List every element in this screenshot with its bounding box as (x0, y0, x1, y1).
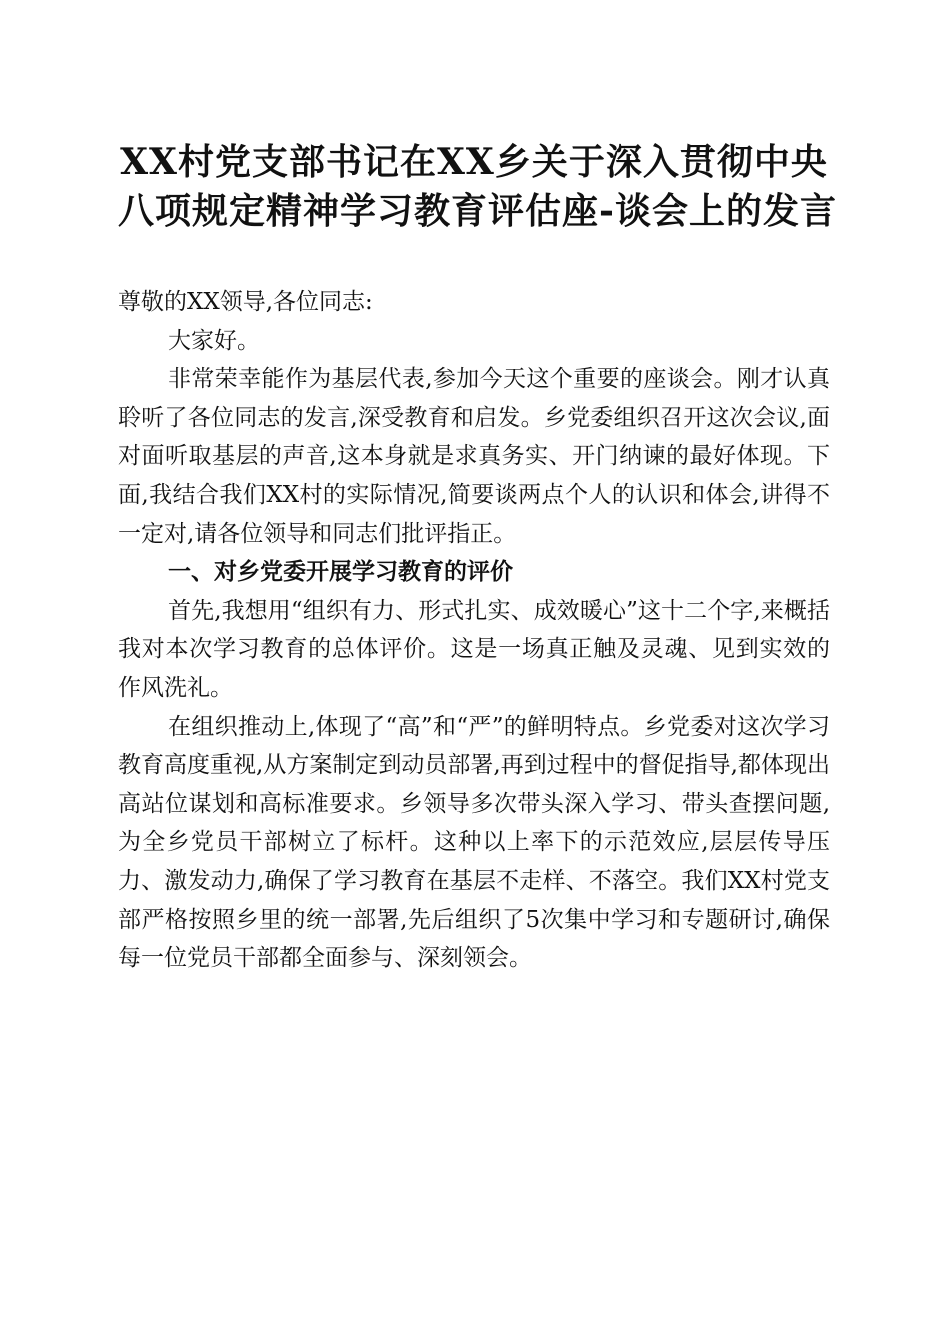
document-body (118, 283, 830, 978)
paragraph-intro: 非常荣幸能作为基层代表,参加今天这个重要的座谈会。刚才认真聆听了各位同志的发言,深受教育和启发。乡党委组织召开这次会议,面对面听取基层的声音,这本身就是求真务实、开门纳谏的最好体现。下面,我结合我们XX村的实际情况,简要谈两点个人的认识和体会,讲得不一定对,请各位领导和同志们批评指正。 (118, 366, 830, 547)
document-title (118, 138, 837, 236)
paragraph-organization: 在组织推动上,体现了“高”和“严”的鲜明特点。乡党委对这次学习教育高度重视,从方案制定到动员部署,再到过程中的督促指导,都体现出高站位谋划和高标准要求。乡领导多次带头深入学习、带头查摆问题,为全乡党员干部树立了标杆。这种以上率下的示范效应,层层传导压力、激发动力,确保了学习教育在基层不走样、不落空。我们XX村党支部严格按照乡里的统一部署,先后组织了5次集中学习和专题研讨,确保每一位党员干部都全面参与、深刻领会。 (118, 713, 830, 972)
title-line-1: XX村党支部书记在XX乡关于深入贯彻中央 (120, 141, 828, 183)
section-heading: 一、对乡党委开展学习教育的评价 (168, 559, 513, 586)
salutation: 尊敬的XX领导,各位同志: (118, 289, 373, 315)
paragraph-evaluation: 首先,我想用“组织有力、形式扎实、成效暖心”这十二个字,来概括我对本次学习教育的总体评价。这是一场真正触及灵魂、见到实效的作风洗礼。 (118, 597, 830, 701)
title-line-2: 八项规定精神学习教育评估座-谈会上的发言 (118, 190, 837, 232)
greeting: 大家好。 (168, 327, 260, 354)
